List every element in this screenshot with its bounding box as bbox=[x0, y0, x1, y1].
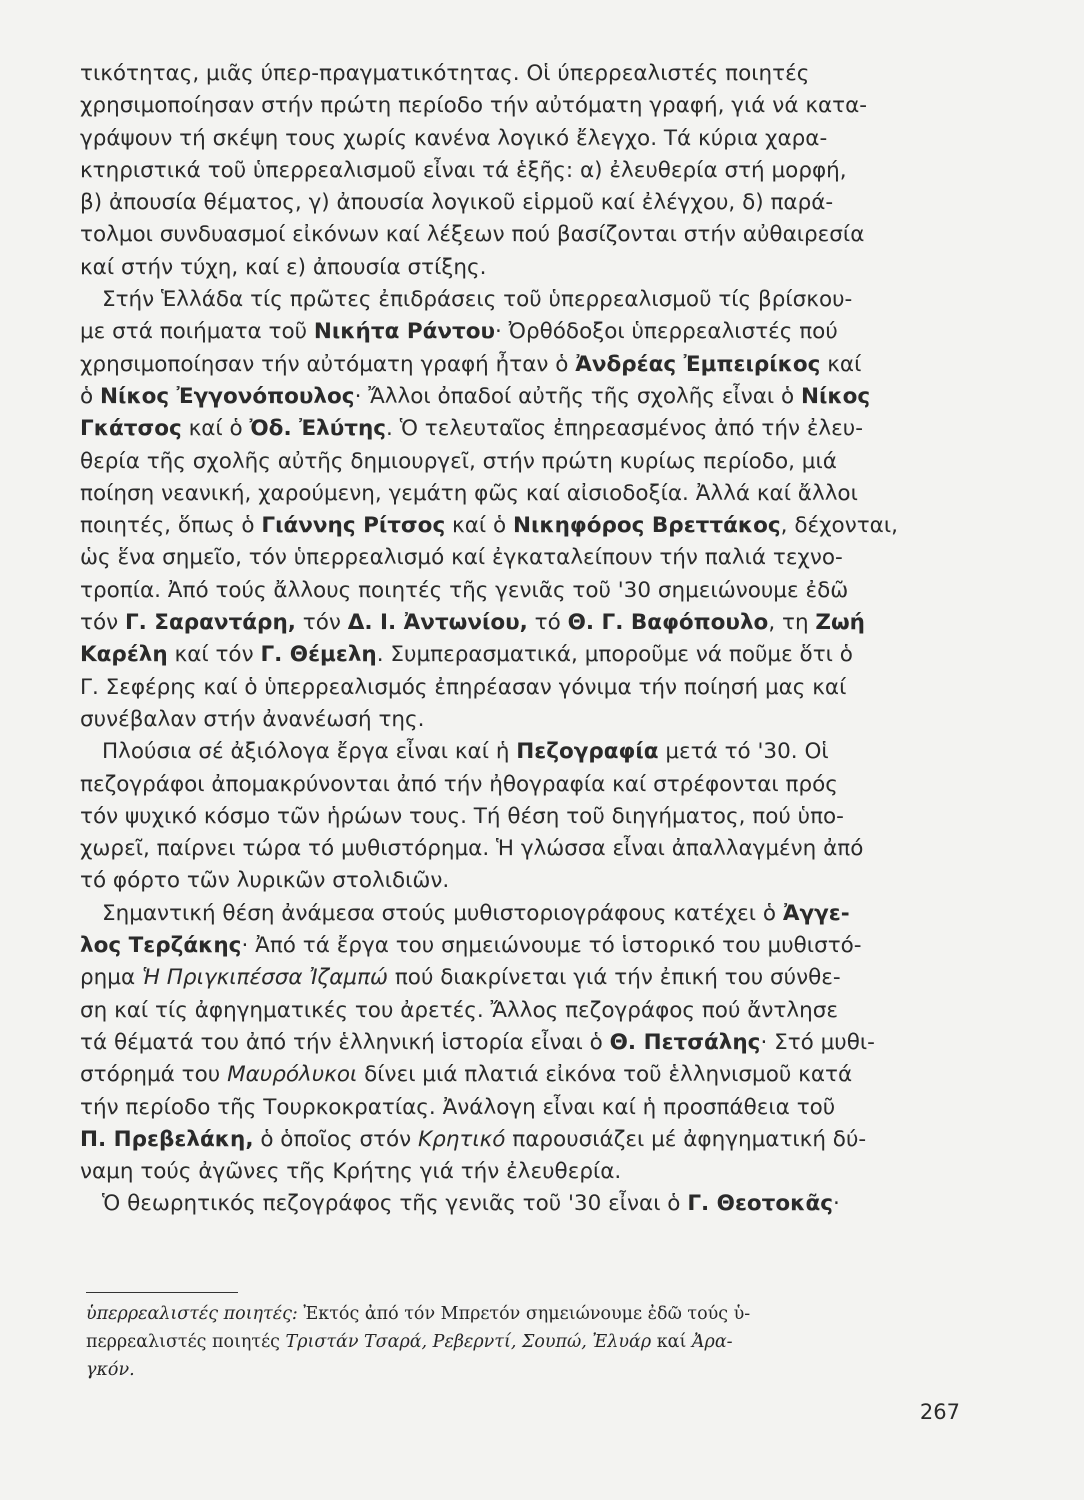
italic-title: Κρητικό bbox=[418, 1126, 506, 1152]
text-run: τόν bbox=[80, 610, 125, 636]
text-line bbox=[80, 962, 966, 994]
text-line bbox=[80, 1188, 966, 1220]
text-line bbox=[80, 769, 966, 801]
text-run: Ἐκτός ἀπό τόν Μπρετόν σημειώνουμε ἐδῶ τούς ὑ- bbox=[297, 1304, 751, 1324]
text-line bbox=[80, 1059, 966, 1091]
bold-name: Γ. Θέμελη bbox=[260, 642, 377, 668]
text-run: τροπία. Ἀπό τούς ἄλλους ποιητές τῆς γενιᾶς τοῦ '30 σημειώνουμε ἐδῶ bbox=[80, 577, 849, 603]
text-run: γράψουν τή σκέψη τους χωρίς κανένα λογικό ἔλεγχο. Τά κύρια χαρα- bbox=[80, 125, 828, 151]
page-number: 267 bbox=[919, 1400, 960, 1424]
bold-name: Θ. Γ. Βαφόπουλο bbox=[567, 610, 769, 636]
bold-name: Γκάτσος bbox=[80, 416, 182, 442]
text-run: β) ἀπουσία θέματος, γ) ἀπουσία λογικοῦ εἱρμοῦ καί ἐλέγχου, δ) παρά- bbox=[80, 190, 834, 216]
text-run: ποιητές, ὅπως ὁ bbox=[80, 513, 262, 539]
text-run: , δέχονται, bbox=[780, 513, 898, 539]
text-run: πού διακρίνεται γιά τήν ἐπική του σύνθε- bbox=[388, 965, 841, 991]
text-run: τολμοι συνδυασμοί εἰκόνων καί λέξεων πού βασίζονται στήν αὐθαιρεσία bbox=[80, 222, 865, 248]
bold-name: Π. Πρεβελάκη, bbox=[80, 1126, 254, 1152]
text-run: Στήν Ἑλλάδα τίς πρῶτες ἐπιδράσεις τοῦ ὑπερρεαλισμοῦ τίς βρίσκου- bbox=[102, 287, 853, 313]
bold-name: λος Τερζάκης bbox=[80, 933, 242, 959]
text-line bbox=[80, 284, 966, 316]
body-text bbox=[80, 58, 966, 1221]
bold-name: Θ. Πετσάλης bbox=[609, 1029, 761, 1055]
bold-name: Ἀνδρέας Ἐμπειρίκος bbox=[575, 351, 821, 377]
text-line bbox=[80, 510, 966, 542]
footnote-rule bbox=[86, 1292, 238, 1293]
text-run: τήν περίοδο τῆς Τουρκοκρατίας. Ἀνάλογη εἶναι καί ἡ προσπάθεια τοῦ bbox=[80, 1094, 836, 1120]
text-line bbox=[80, 252, 966, 284]
text-line bbox=[80, 413, 966, 445]
bold-name: Ζωή bbox=[815, 610, 865, 636]
text-run: · Ὀρθόδοξοι ὑπερρεαλιστές πού bbox=[495, 319, 838, 345]
text-run: χρησιμοποίησαν στήν πρώτη περίοδο τήν αὐτόματη γραφή, γιά νά κατα- bbox=[80, 93, 868, 119]
text-run: τά θέματά του ἀπό τήν ἑλληνική ἱστορία εἶναι ὁ bbox=[80, 1029, 610, 1055]
text-run: πεζογράφοι ἀπομακρύνονται ἀπό τήν ἠθογραφία καί στρέφονται πρός bbox=[80, 771, 838, 797]
text-run: ση καί τίς ἀφηγηματικές του ἀρετές. Ἄλλος πεζογράφος πού ἄντλησε bbox=[80, 997, 838, 1023]
text-line bbox=[80, 478, 966, 510]
bold-name: Πεζογραφία bbox=[516, 739, 659, 765]
text-run: . Ὁ τελευταῖος ἐπηρεασμένος ἀπό τήν ἐλευ- bbox=[386, 416, 863, 442]
text-run: Σημαντική θέση ἀνάμεσα στούς μυθιστοριογράφους κατέχει ὁ bbox=[102, 900, 783, 926]
text-line bbox=[80, 1027, 966, 1059]
text-run: καί ὁ bbox=[445, 513, 513, 539]
bold-name: Ὀδ. Ἐλύτης bbox=[249, 416, 387, 442]
text-line bbox=[80, 865, 966, 897]
text-run: κτηριστικά τοῦ ὑπερρεαλισμοῦ εἶναι τά ἑξῆς: α) ἐλευθερία στή μορφή, bbox=[80, 157, 847, 183]
bold-name: Νικηφόρος Βρεττάκος bbox=[512, 513, 781, 539]
italic-title: Μαυρόλυκοι bbox=[227, 1062, 358, 1088]
text-run: . Συμπερασματικά, μποροῦμε νά ποῦμε ὅτι ὁ bbox=[376, 642, 853, 668]
text-line bbox=[80, 155, 966, 187]
text-line bbox=[80, 219, 966, 251]
text-run: καί bbox=[820, 351, 862, 377]
text-run: ποίηση νεανική, χαρούμενη, γεμάτη φῶς καί αἰσιοδοξία. Ἀλλά καί ἄλλοι bbox=[80, 480, 858, 506]
text-run: · bbox=[832, 1191, 840, 1217]
text-line bbox=[80, 672, 966, 704]
text-line bbox=[80, 123, 966, 155]
text-run: καί στήν τύχη, καί ε) ἀπουσία στίξης. bbox=[80, 254, 487, 280]
italic-title: Ἀρα- bbox=[691, 1332, 733, 1352]
text-line bbox=[80, 607, 966, 639]
text-run: καί bbox=[651, 1332, 692, 1352]
bold-name: Ἀγγε- bbox=[782, 900, 850, 926]
text-line bbox=[80, 542, 966, 574]
italic-title: γκόν. bbox=[86, 1360, 135, 1380]
text-run: χρησιμοποίησαν τήν αὐτόματη γραφή ἦταν ὁ bbox=[80, 351, 576, 377]
italic-title: Τριστάν Τσαρά, Ρεβερντί, Σουπώ, Ἐλυάρ bbox=[285, 1332, 652, 1352]
text-line bbox=[80, 90, 966, 122]
text-run: στόρημά του bbox=[80, 1062, 228, 1088]
text-run: ὁ bbox=[80, 383, 100, 409]
text-run: · Στό μυθι- bbox=[760, 1029, 875, 1055]
text-run: ρημα bbox=[80, 965, 142, 991]
text-run: παρουσιάζει μέ ἀφηγηματική δύ- bbox=[505, 1126, 867, 1152]
text-line bbox=[80, 930, 966, 962]
text-run: · Ἀπό τά ἔργα του σημειώνουμε τό ἱστορικό του μυθιστό- bbox=[241, 933, 862, 959]
text-run: τό φόρτο τῶν λυρικῶν στολιδιῶν. bbox=[80, 868, 450, 894]
text-run: συνέβαλαν στήν ἀνανέωσή της. bbox=[80, 706, 425, 732]
bold-name: Δ. Ι. Ἀντωνίου, bbox=[347, 610, 528, 636]
text-line bbox=[80, 316, 966, 348]
italic-title: Ἡ Πριγκιπέσσα Ἰζαμπώ bbox=[141, 965, 389, 991]
text-run: , τη bbox=[768, 610, 816, 636]
bold-name: Νίκος bbox=[801, 383, 871, 409]
text-line bbox=[80, 736, 966, 768]
text-run: μετά τό '30. Οἱ bbox=[658, 739, 829, 765]
text-run: · Ἄλλοι ὀπαδοί αὐτῆς τῆς σχολῆς εἶναι ὁ bbox=[354, 383, 802, 409]
text-run: χωρεῖ, παίρνει τώρα τό μυθιστόρημα. Ἡ γλώσσα εἶναι ἀπαλλαγμένη ἀπό bbox=[80, 836, 864, 862]
footnote bbox=[86, 1300, 976, 1384]
bold-name: Γ. Θεοτοκᾶς bbox=[687, 1191, 833, 1217]
text-run: ὁ ὁποῖος στόν bbox=[253, 1126, 419, 1152]
text-run: τικότητας, μιᾶς ύπερ-πραγματικότητας. Οἱ ύπερρεαλιστές ποιητές bbox=[80, 61, 810, 86]
bold-name: Νίκος Ἐγγονόπουλος bbox=[100, 383, 355, 409]
text-line bbox=[80, 833, 966, 865]
footnote-line bbox=[86, 1356, 976, 1384]
text-run: Γ. Σεφέρης καί ὁ ὑπερρεαλισμός ἐπηρέασαν γόνιμα τήν ποίησή μας καί bbox=[80, 674, 847, 700]
footnote-line bbox=[86, 1328, 976, 1356]
text-line bbox=[80, 58, 966, 90]
text-run: δίνει μιά πλατιά εἰκόνα τοῦ ἑλληνισμοῦ κατά bbox=[357, 1062, 853, 1088]
text-line bbox=[80, 349, 966, 381]
text-line bbox=[80, 1124, 966, 1156]
footnote-line bbox=[86, 1300, 976, 1328]
text-run: τόν bbox=[295, 610, 348, 636]
text-line bbox=[80, 1156, 966, 1188]
text-line bbox=[80, 801, 966, 833]
text-line bbox=[80, 446, 966, 478]
text-line bbox=[80, 898, 966, 930]
text-run: περρεαλιστές ποιητές bbox=[86, 1332, 286, 1352]
text-run: Ὁ θεωρητικός πεζογράφος τῆς γενιᾶς τοῦ '30 εἶναι ὁ bbox=[102, 1191, 688, 1217]
text-run: με στά ποιήματα τοῦ bbox=[80, 319, 314, 345]
text-line bbox=[80, 187, 966, 219]
bold-name: Καρέλη bbox=[80, 642, 168, 668]
text-run: καί ὁ bbox=[181, 416, 250, 442]
text-run: ναμη τούς ἀγῶνες τῆς Κρήτης γιά τήν ἐλευθερία. bbox=[80, 1159, 622, 1185]
text-run: Πλούσια σέ ἀξιόλογα ἔργα εἶναι καί ἡ bbox=[102, 739, 517, 765]
text-run: θερία τῆς σχολῆς αὐτῆς δημιουργεῖ, στήν πρώτη κυρίως περίοδο, μιά bbox=[80, 448, 837, 474]
text-line bbox=[80, 704, 966, 736]
text-line bbox=[80, 639, 966, 671]
text-line bbox=[80, 381, 966, 413]
bold-name: Γιάννης Ρίτσος bbox=[261, 513, 446, 539]
text-line bbox=[80, 575, 966, 607]
text-run: ὡς ἕνα σημεῖο, τόν ὑπερρεαλισμό καί ἐγκαταλείπουν τήν παλιά τεχνο- bbox=[80, 545, 843, 571]
text-run: τόν ψυχικό κόσμο τῶν ἡρώων τους. Τή θέση τοῦ διηγήματος, πού ὑπο- bbox=[80, 803, 844, 829]
text-line bbox=[80, 995, 966, 1027]
italic-title: ὑπερρεαλιστές ποιητές: bbox=[86, 1304, 298, 1324]
text-run: καί τόν bbox=[167, 642, 261, 668]
bold-name: Γ. Σαραντάρη, bbox=[124, 610, 296, 636]
text-line bbox=[80, 1092, 966, 1124]
bold-name: Νικήτα Ράντου bbox=[313, 319, 496, 345]
text-run: τό bbox=[527, 610, 568, 636]
